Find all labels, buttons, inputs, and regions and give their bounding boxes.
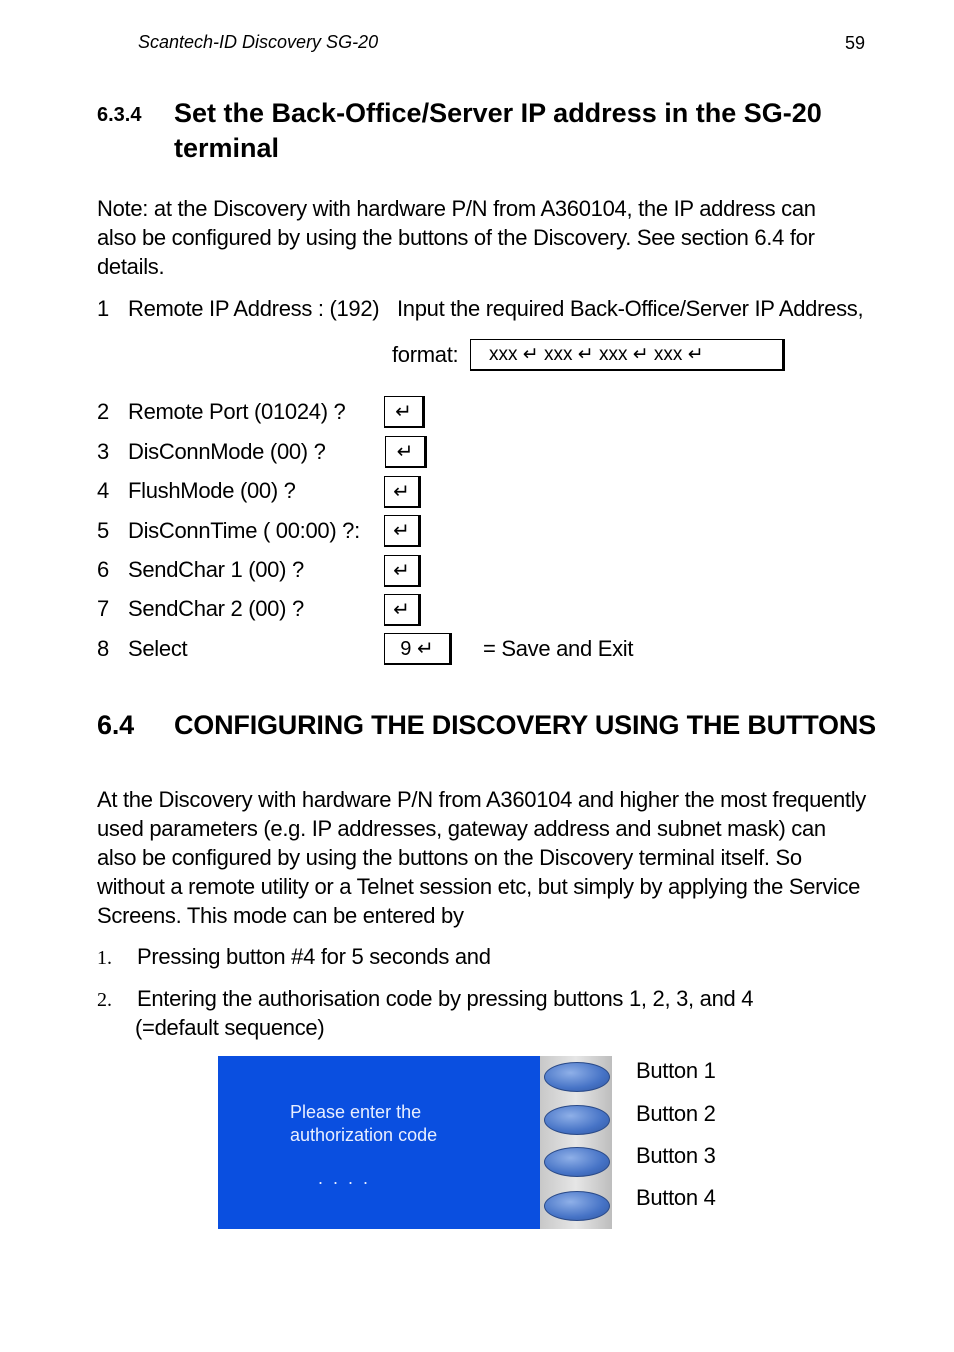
format-key-sequence: xxx ↵ xxx ↵ xxx ↵ xxx ↵ xyxy=(470,339,785,371)
step-label: Select xyxy=(128,636,188,661)
button-label-1: Button 1 xyxy=(636,1058,716,1083)
step-number: 5 xyxy=(97,518,109,543)
running-header-title: Scantech-ID Discovery SG-20 xyxy=(138,32,379,52)
step-number: 2 xyxy=(97,399,109,424)
section-title: CONFIGURING THE DISCOVERY USING THE BUTTONS xyxy=(174,710,876,740)
list-number: 1. xyxy=(97,947,112,969)
enter-key: ↵ xyxy=(384,515,421,547)
enter-key: ↵ xyxy=(384,476,421,508)
device-button-panel xyxy=(540,1056,612,1229)
hardware-button-1[interactable] xyxy=(544,1062,610,1092)
enter-key: ↵ xyxy=(384,396,425,428)
step-label: SendChar 2 (00) ? xyxy=(128,596,304,621)
hardware-button-4[interactable] xyxy=(544,1191,610,1221)
section-title: Set the Back-Office/Server IP address in the SG-20 terminal xyxy=(174,98,822,163)
list-number: 2. xyxy=(97,989,112,1011)
button-label-3: Button 3 xyxy=(636,1143,716,1168)
screen-prompt: Please enter the authorization code xyxy=(290,1102,438,1145)
step-label: FlushMode (00) ? xyxy=(128,478,296,503)
enter-key: ↵ xyxy=(385,436,427,468)
enter-key: ↵ xyxy=(384,555,421,587)
button-label-2: Button 2 xyxy=(636,1101,716,1126)
list-item-continuation: (=default sequence) xyxy=(135,1015,325,1040)
page-number: 59 xyxy=(845,33,866,53)
step-number: 6 xyxy=(97,557,109,582)
hardware-button-3[interactable] xyxy=(544,1147,610,1177)
hardware-button-2[interactable] xyxy=(544,1105,610,1135)
step-label: DisConnTime ( 00:00) ?: xyxy=(128,518,360,543)
section-number: 6.3.4 xyxy=(97,104,142,126)
step-number: 8 xyxy=(97,636,109,661)
nine-enter-key: 9 ↵ xyxy=(384,633,452,665)
section-number: 6.4 xyxy=(97,710,134,740)
step-label: SendChar 1 (00) ? xyxy=(128,557,304,582)
list-item: Entering the authorisation code by pressing buttons 1, 2, 3, and 4 xyxy=(137,986,754,1011)
format-label: format: xyxy=(392,342,459,367)
intro-paragraph: At the Discovery with hardware P/N from A360104 and higher the most frequently used parameters (e.g. IP addresses, gateway address and subnet mask) can also be configured by using the buttons on the Discovery terminal itself. So without a remote utility or a Telnet session etc, but simply by applying the Service Screens. This mode can be entered by xyxy=(97,787,867,928)
step-label: DisConnMode (00) ? xyxy=(128,439,326,464)
step-label: Remote Port (01024) ? xyxy=(128,399,346,424)
code-placeholder-dots: .... xyxy=(318,1168,379,1188)
button-label-4: Button 4 xyxy=(636,1185,716,1210)
note-paragraph: Note: at the Discovery with hardware P/N from A360104, the IP address can also be configured by using the buttons of the Discovery. See section 6.4 for details. xyxy=(97,196,816,279)
step-label: Remote IP Address : (192) xyxy=(128,296,380,321)
enter-key: ↵ xyxy=(384,594,421,626)
device-screen xyxy=(218,1056,540,1229)
step-number: 7 xyxy=(97,596,109,621)
list-item: Pressing button #4 for 5 seconds and xyxy=(137,944,491,969)
save-and-exit-text: = Save and Exit xyxy=(483,636,634,661)
step-number: 4 xyxy=(97,478,109,503)
step-number: 1 xyxy=(97,296,109,321)
step-instruction: Input the required Back-Office/Server IP Address, xyxy=(397,296,864,321)
step-number: 3 xyxy=(97,439,109,464)
